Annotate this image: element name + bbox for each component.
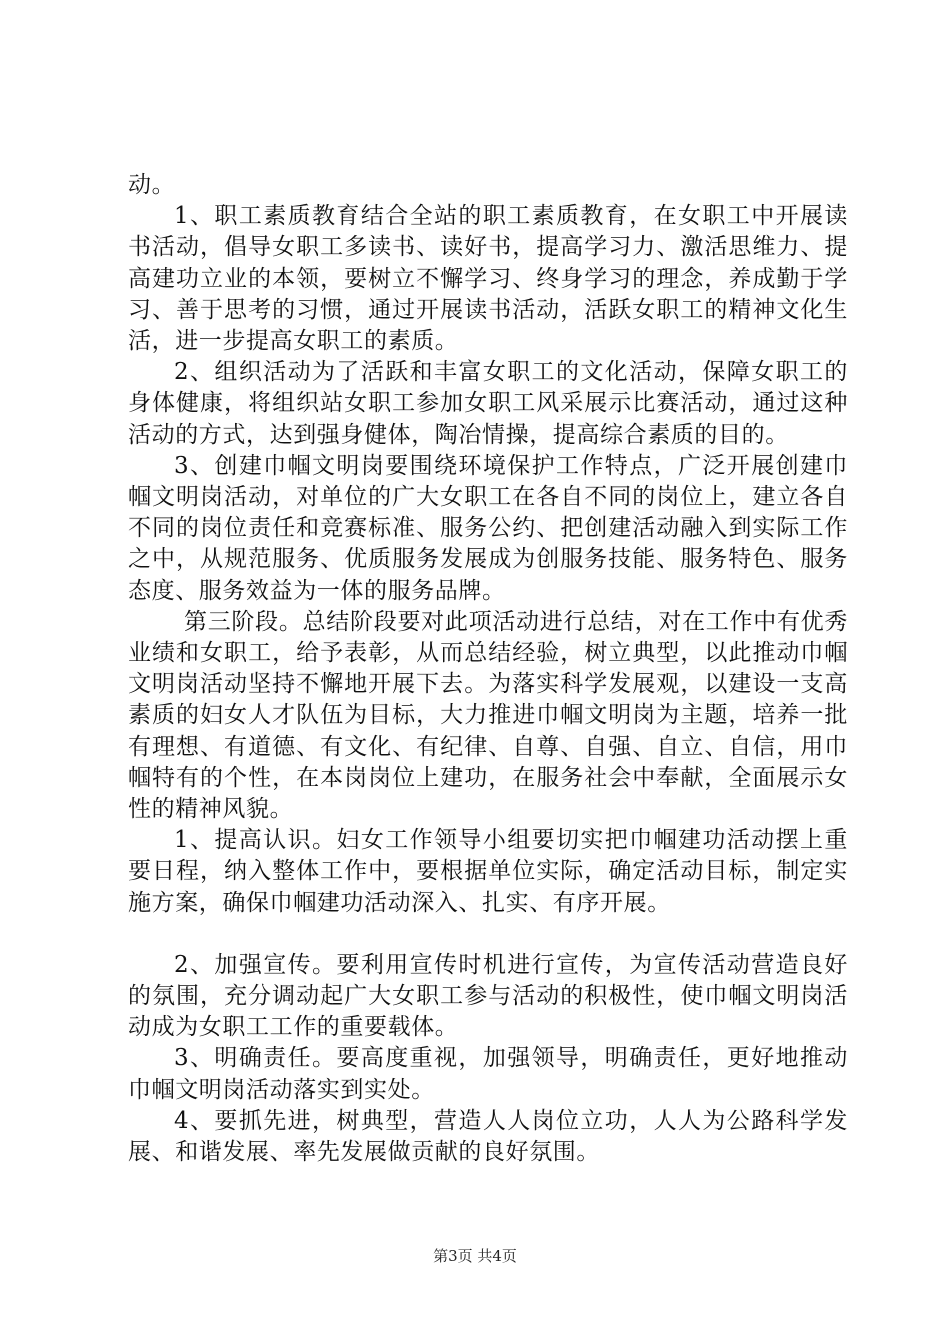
paragraph-stage-three: 第三阶段。总结阶段要对此项活动进行总结，对在工作中有优秀业绩和女职工，给予表彰，从而总结经验，树立典型，以此推动巾帼文明岗活动坚持不懈地开展下去。为落实科学发展观，以建设一支高素质的妇女人才队伍为目标，大力推进巾帼文明岗为主题，培养一批有理想、有道德、有文化、有纪律、自尊、自强、自立、自信，用巾帼特有的个性，在本岗岗位上建功，在服务社会中奉献，全面展示女性的精神风貌。 bbox=[128, 608, 848, 823]
paragraph-measure-2-publicity: 2、加强宣传。要利用宣传时机进行宣传，为宣传活动营造良好的氛围，充分调动起广大女职工参与活动的积极性，使巾帼文明岗活动成为女职工工作的重要载体。 bbox=[128, 951, 848, 1041]
paragraph-item-3-civilized-post: 3、创建巾帼文明岗要围绕环境保护工作特点，广泛开展创建巾帼文明岗活动，对单位的广大女职工在各自不同的岗位上，建立各自不同的岗位责任和竞赛标准、服务公约、把创建活动融入到实际工作之中，从规范服务、优质服务发展成为创服务技能、服务特色、服务态度、服务效益为一体的服务品牌。 bbox=[128, 452, 848, 604]
paragraph-item-1-staff-education: 1、职工素质教育结合全站的职工素质教育，在女职工中开展读书活动，倡导女职工多读书、读好书，提高学习力、激活思维力、提高建功立业的本领，要树立不懈学习、终身学习的理念，养成勤于学习、善于思考的习惯，通过开展读书活动，活跃女职工的精神文化生活，进一步提高女职工的素质。 bbox=[128, 203, 848, 355]
paragraph-item-2-organize-activities: 2、组织活动为了活跃和丰富女职工的文化活动，保障女职工的身体健康，将组织站女职工参加女职工风采展示比赛活动，通过这种活动的方式，达到强身健体，陶冶情操，提高综合素质的目的。 bbox=[128, 359, 848, 448]
document-body bbox=[128, 170, 848, 1168]
page-number-footer: 第3页 共4页 bbox=[433, 1247, 517, 1265]
paragraph-measure-1-awareness: 1、提高认识。妇女工作领导小组要切实把巾帼建功活动摆上重要日程，纳入整体工作中，要根据单位实际，确定活动目标，制定实施方案，确保巾帼建功活动深入、扎实、有序开展。 bbox=[128, 827, 848, 916]
blank-line bbox=[128, 919, 848, 950]
paragraph-measure-3-responsibility: 3、明确责任。要高度重视，加强领导，明确责任，更好地推动巾帼文明岗活动落实到实处。 bbox=[128, 1045, 848, 1103]
paragraph-continuation: 动。 bbox=[128, 172, 176, 198]
paragraph-measure-4-role-models: 4、要抓先进，树典型，营造人人岗位立功，人人为公路科学发展、和谐发展、率先发展做贡献的良好氛围。 bbox=[128, 1107, 848, 1166]
